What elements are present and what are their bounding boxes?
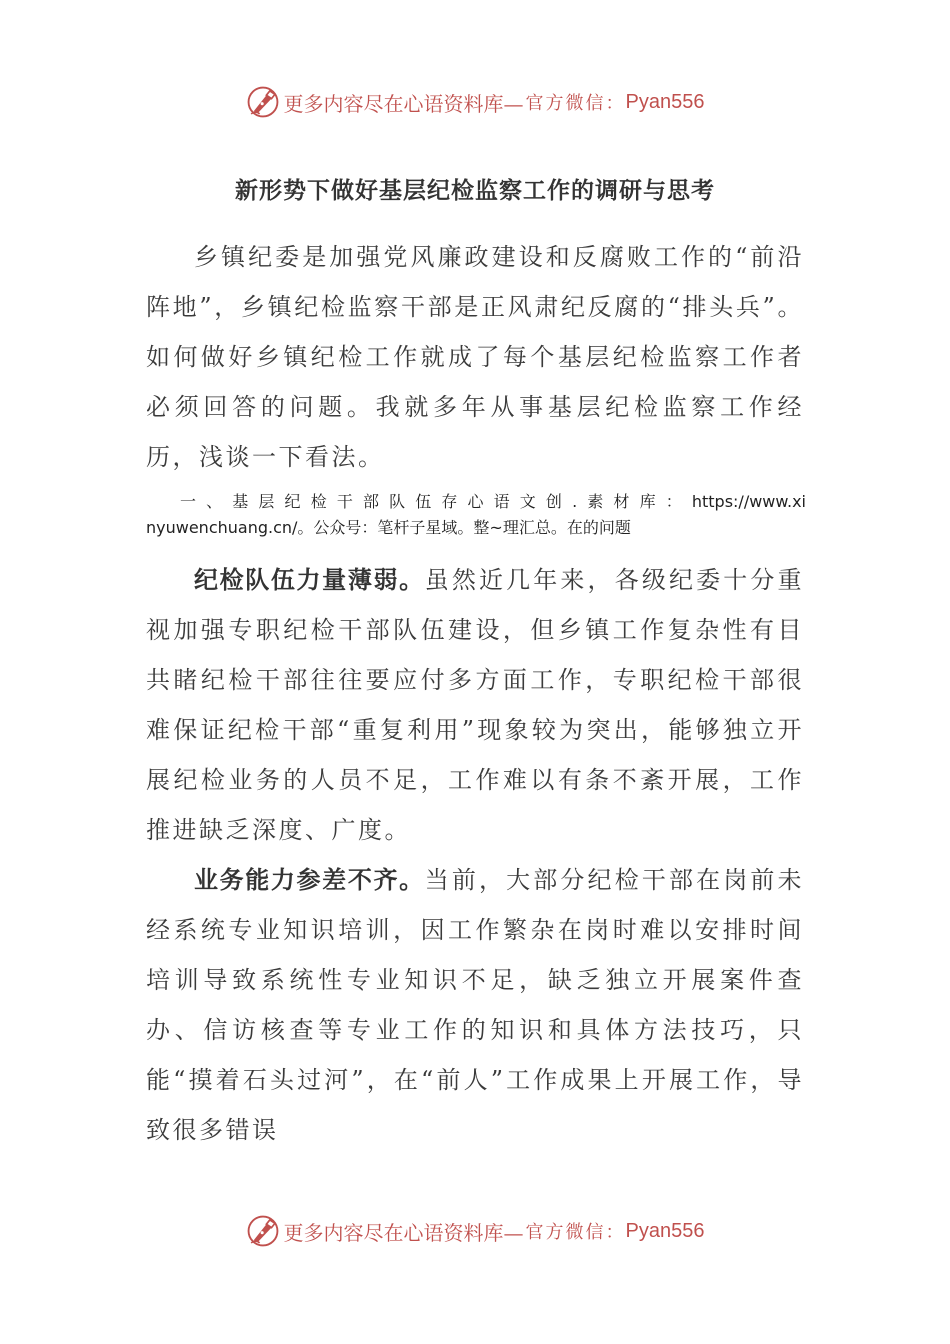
section-heading-start: 一、基层纪检干部队伍存心语文创.素材库： — [180, 492, 692, 511]
banner-wechat-id: Pyan556 — [625, 90, 705, 113]
point-paragraph-2 — [146, 855, 804, 1155]
banner-wechat-label: 官方微信： — [525, 93, 626, 114]
point-lead-1: 纪检队伍力量薄弱。 — [194, 566, 425, 594]
pen-nib-icon — [246, 85, 280, 119]
document-title: 新形势下做好基层纪检监察工作的调研与思考 — [235, 178, 715, 204]
banner-wechat-label: 官方微信： — [525, 1222, 626, 1243]
banner-text: 更多内容尽在心语资料库— — [283, 91, 524, 116]
intro-paragraph: 乡镇纪委是加强党风廉政建设和反腐败工作的“前沿阵地”，乡镇纪检监察干部是正风肃纪反腐的“排头兵”。如何做好乡镇纪检工作就成了每个基层纪检监察工作者必须回答的问题。我就多年从事基层纪检监察工作经历，浅谈一下看法。 — [146, 243, 804, 471]
point-body-1: 虽然近几年来，各级纪委十分重视加强专职纪检干部队伍建设，但乡镇工作复杂性有目共睹纪检干部往往要应付多方面工作，专职纪检干部很难保证纪检干部“重复利用”现象较为突出，能够独立开展纪检业务的人员不足，工作难以有条不紊开展，工作推进缺乏深度、广度。 — [146, 566, 805, 844]
section-heading — [146, 489, 806, 541]
banner-text: 更多内容尽在心语资料库— — [283, 1220, 524, 1245]
point-paragraph-1 — [146, 555, 804, 855]
banner-wechat-id: Pyan556 — [625, 1219, 705, 1242]
point-body-2: 当前，大部分纪检干部在岗前未经系统专业知识培训，因工作繁杂在岗时难以安排时间培训导致系统性专业知识不足，缺乏独立开展案件查办、信访核查等专业工作的知识和具体方法技巧，只能“摸着石头过河”，在“前人”工作成果上开展工作，导致很多错误 — [146, 866, 805, 1144]
header-banner — [0, 82, 950, 122]
pen-nib-icon — [246, 1214, 280, 1248]
section-heading-url: https://www.xinyuwenchuang.cn/。 — [146, 492, 806, 537]
point-lead-2: 业务能力参差不齐。 — [194, 866, 425, 894]
section-heading-tail: 公众号：笔杆子星域。整~理汇总。在的问题 — [313, 518, 631, 537]
footer-banner — [0, 1211, 950, 1251]
